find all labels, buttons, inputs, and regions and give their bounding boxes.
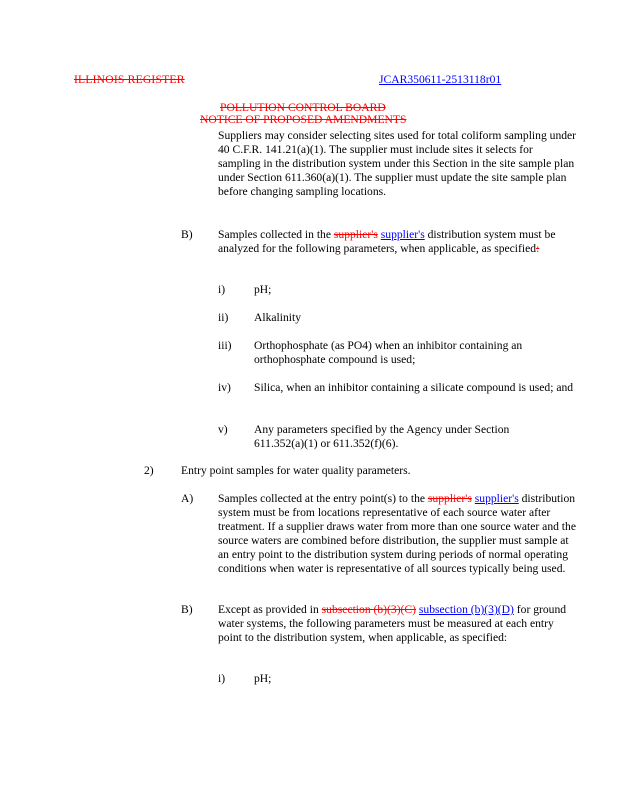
subitem-label: i) [218,672,226,685]
intro-paragraph: Suppliers may consider selecting sites used for total coliform sampling under 40 C.F.R. 141.21(a)(1). The supplier must include sites it selects for sampling in the distribution system under this Section in the site sample plan under Section 611.360(a)(1). The supplier must update the site sample plan before changing sampling locations. [218,129,577,198]
agency-board: POLLUTION CONTROL BOARD [220,101,386,114]
item-2a-text [218,492,578,576]
item-2-label: 2) [144,464,154,477]
subitem-label: iii) [218,339,232,352]
subitem-text: Orthophosphate (as PO4) when an inhibitor containing an orthophosphate compound is used; [254,339,523,366]
subitem-text: pH; [254,672,272,685]
document-code: JCAR350611-2513118r01 [379,73,502,86]
item-2a-deleted: supplier's [427,492,472,505]
item-b-post: distribution system must be analyzed for the following parameters, when applicable, as specified [218,228,556,255]
item-2b-post: for ground water systems, the following parameters must be measured at each entry point to the distribution system, when applicable, as specified: [218,603,567,644]
item-b-pre: Samples collected in the [218,228,334,241]
item-2-text: Entry point samples for water quality parameters. [181,464,411,477]
subitem-text: Alkalinity [254,311,302,324]
item-b-label: B) [181,228,193,241]
item-2a-inserted: supplier's [474,492,519,505]
item-2a-post: distribution system must be from locations representative of each source water after treatment. If a supplier draws water from more than one source water and the source waters are combined before distribution, the supplier must sample at an entry point to the distribution system during periods of normal operating conditions when water is representative of all sources typically being used. [218,492,576,575]
item-2b-inserted: subsection (b)(3)(D) [418,603,514,616]
item-b-inserted: supplier's [380,228,425,241]
subitem-label: iv) [218,381,231,394]
item-2b-pre: Except as provided in [218,603,322,616]
subitem-text: pH; [254,283,272,296]
item-2b-label: B) [181,603,193,616]
item-b-deleted-colon: : [536,242,540,255]
item-2a-label: A) [181,492,194,505]
item-2a-pre: Samples collected at the entry point(s) to the [218,492,428,505]
subitem-label: ii) [218,311,229,324]
subitem-label: v) [218,423,228,436]
subitem-text: Silica, when an inhibitor containing a silicate compound is used; and [254,381,574,394]
item-b-deleted: supplier's [333,228,378,241]
subitem-text: Any parameters specified by the Agency under Section 611.352(a)(1) or 611.352(f)(6). [254,423,510,450]
subitem-label: i) [218,283,226,296]
item-2b-deleted: subsection (b)(3)(C) [321,603,417,616]
item-b-text [218,228,578,256]
item-2b-text [218,603,578,645]
register-header: ILLINOIS REGISTER [74,73,185,86]
notice-title: NOTICE OF PROPOSED AMENDMENTS [200,113,407,126]
